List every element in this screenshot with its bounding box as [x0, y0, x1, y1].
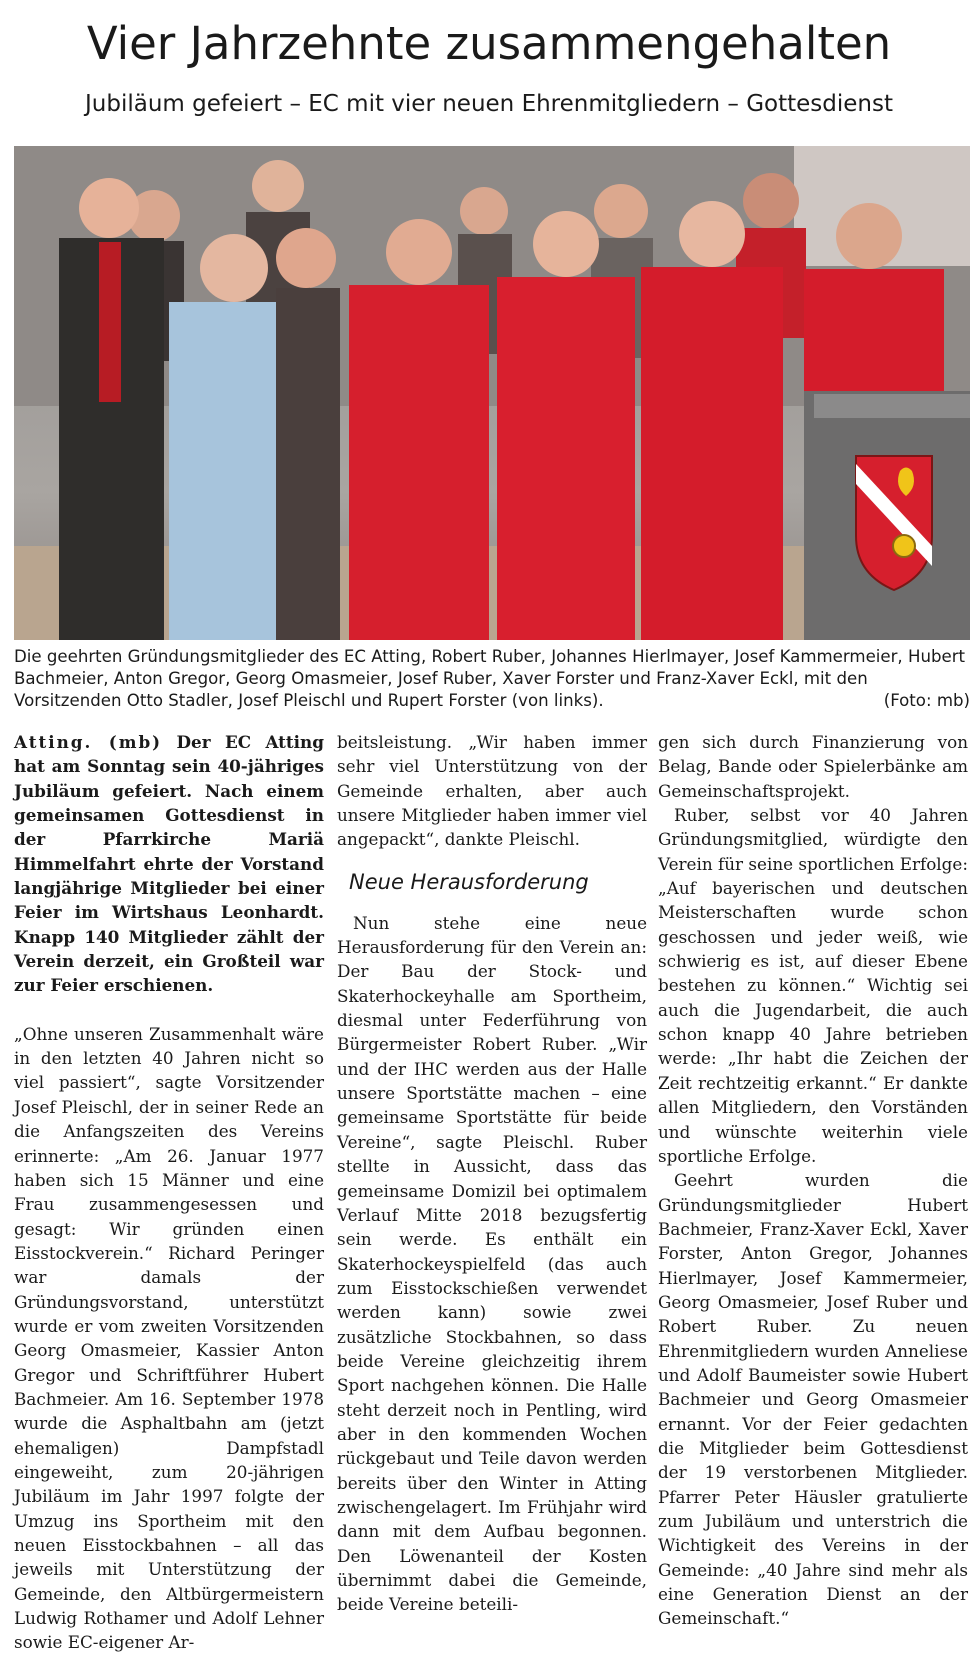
article-lead-text: Der EC Atting hat am Sonntag sein 40-jähriges Jubiläum gefeiert. Nach einem gemeinsamen Gottesdienst in der Pfarrkirche Mariä Himmelfahrt ehrte der Vorstand langjährige Mitglieder bei einer Feier im Wirtshaus Leonhardt. Knapp 140 Mitglieder zählt der Verein derzeit, ein Großteil war zur Feier erschienen.	[14, 732, 324, 996]
article-paragraph: beitsleistung. „Wir haben immer sehr viel Unterstützung von der Gemeinde erhalten, aber auch unsere Mitglieder haben immer viel angepackt“, dankte Pleischl.	[337, 732, 647, 850]
photo-caption	[14, 646, 970, 712]
photo-caption-text: Die geehrten Gründungsmitglieder des EC Atting, Robert Ruber, Johannes Hierlmayer, Josef Kammermeier, Hubert Bachmeier, Anton Gregor, Georg Omasmeier, Josef Ruber, Xaver Forster und Franz-Xaver Eckl, mit den Vorsitzenden Otto Stadler, Josef Pleischl und Rupert Forster (von links).	[14, 647, 966, 710]
article-lead	[14, 730, 324, 998]
subheadline: Jubiläum gefeiert – EC mit vier neuen Ehrenmitgliedern – Gottesdienst	[85, 91, 893, 117]
headline: Vier Jahrzehnte zusammengehalten	[86, 17, 892, 70]
article-paragraph: Geehrt wurden die Gründungsmitglieder Hubert Bachmeier, Franz-Xaver Eckl, Xaver Forster, Anton Gregor, Johannes Hierlmayer, Josef Kammermeier, Georg Omasmeier, Josef Ruber und Robert Ruber. Zu neuen Ehrenmitgliedern wurden Anneliese und Adolf Baumeister sowie Hubert Bachmeier und Georg Omasmeier ernannt. Vor der Feier gedachten die Mitglieder beim Gottesdienst der 19 verstorbenen Mitglieder. Pfarrer Peter Häusler gratulierte zum Jubiläum und unterstrich die Wichtigkeit des Vereins in der Gemeinde: „40 Jahre sind mehr als eine Generation Dienst an der Gemeinschaft.“	[658, 1170, 968, 1629]
article-column-3	[658, 730, 968, 1629]
article-subheading: Neue Herausforderung	[349, 869, 589, 894]
article-dateline: Atting. (mb)	[14, 732, 163, 752]
article-paragraph: gen sich durch Finanzierung von Belag, Bande oder Spielerbänke am Gemeinschaftsprojekt.	[658, 732, 968, 801]
article-paragraph: „Ohne unseren Zusammenhalt wäre in den letzten 40 Jahren nicht so viel passiert“, sagte Vorsitzender Josef Pleischl, der in seiner Rede an die Anfangszeiten des Vereins erinnerte: „Am 26. Januar 1977 haben sich 15 Männer und eine Frau zusammengesessen und gesagt: Wir gründen einen Eisstockverein.“ Richard Peringer war damals der Gründungsvorstand, unterstützt wurde er vom zweiten Vorsitzenden Georg Omasmeier, Kassier Anton Gregor und Schriftführer Hubert Bachmeier. Am 16. September 1978 wurde die Asphaltbahn am (jetzt ehemaligen) Dampfstadl eingeweiht, zum 20-jährigen Jubiläum im Jahr 1997 folgte der Umzug ins Sportheim mit den neuen Eisstockbahnen – all das jeweils mit Unterstützung der Gemeinde, den Altbürgermeistern Ludwig Rothamer und Adolf Lehner sowie EC-eigener Ar-	[14, 1023, 324, 1653]
article-column-2	[337, 730, 647, 1615]
article-paragraph: Ruber, selbst vor 40 Jahren Gründungsmitglied, würdigte den Verein für seine sportlichen Erfolge: „Auf bayerischen und deutschen Meisterschaften wurde schon geschossen und jeder weiß, wie schwierig es ist, auf dieser Ebene bestehen zu können.“ Wichtig sei auch die Jugendarbeit, die auch schon knapp 40 Jahre betrieben werde: „Ihr habt die Zeichen der Zeit rechtzeitig erkannt.“ Er dankte allen Mitgliedern, den Vorständen und wünschte weiterhin viele sportliche Erfolge.	[658, 805, 968, 1166]
group-photo	[14, 146, 970, 640]
photo-credit: (Foto: mb)	[883, 691, 970, 710]
article-column-1	[14, 730, 324, 1653]
group-photo-illustration	[14, 146, 970, 640]
coat-of-arms-icon	[856, 456, 932, 590]
article-paragraph: Nun stehe eine neue Herausforderung für den Verein an: Der Bau der Stock- und Skaterhockeyhalle am Sportheim, diesmal unter Federführung von Bürgermeister Robert Ruber. „Wir und der IHC werden aus der Halle unsere Sportstätte machen – eine gemeinsame Sportstätte für beide Vereine“, sagte Pleischl. Ruber stellte in Aussicht, dass das gemeinsame Domizil bei optimalem Verlauf Mitte 2018 bezugsfertig sein werde. Es enthält ein Skaterhockeyspielfeld (das auch zum Eisstockschießen verwendet werden kann) sowie zwei zusätzliche Stockbahnen, so dass beide Vereine gleichzeitig ihrem Sport nachgehen können. Die Halle steht derzeit noch in Pentling, wird aber in den kommenden Wochen rückgebaut und Teile davon werden bereits über den Winter in Atting zwischengelagert. Im Frühjahr wird dann mit dem Aufbau begonnen. Den Löwenanteil der Kosten übernimmt dabei die Gemeinde, beide Vereine beteili-	[337, 912, 647, 1615]
